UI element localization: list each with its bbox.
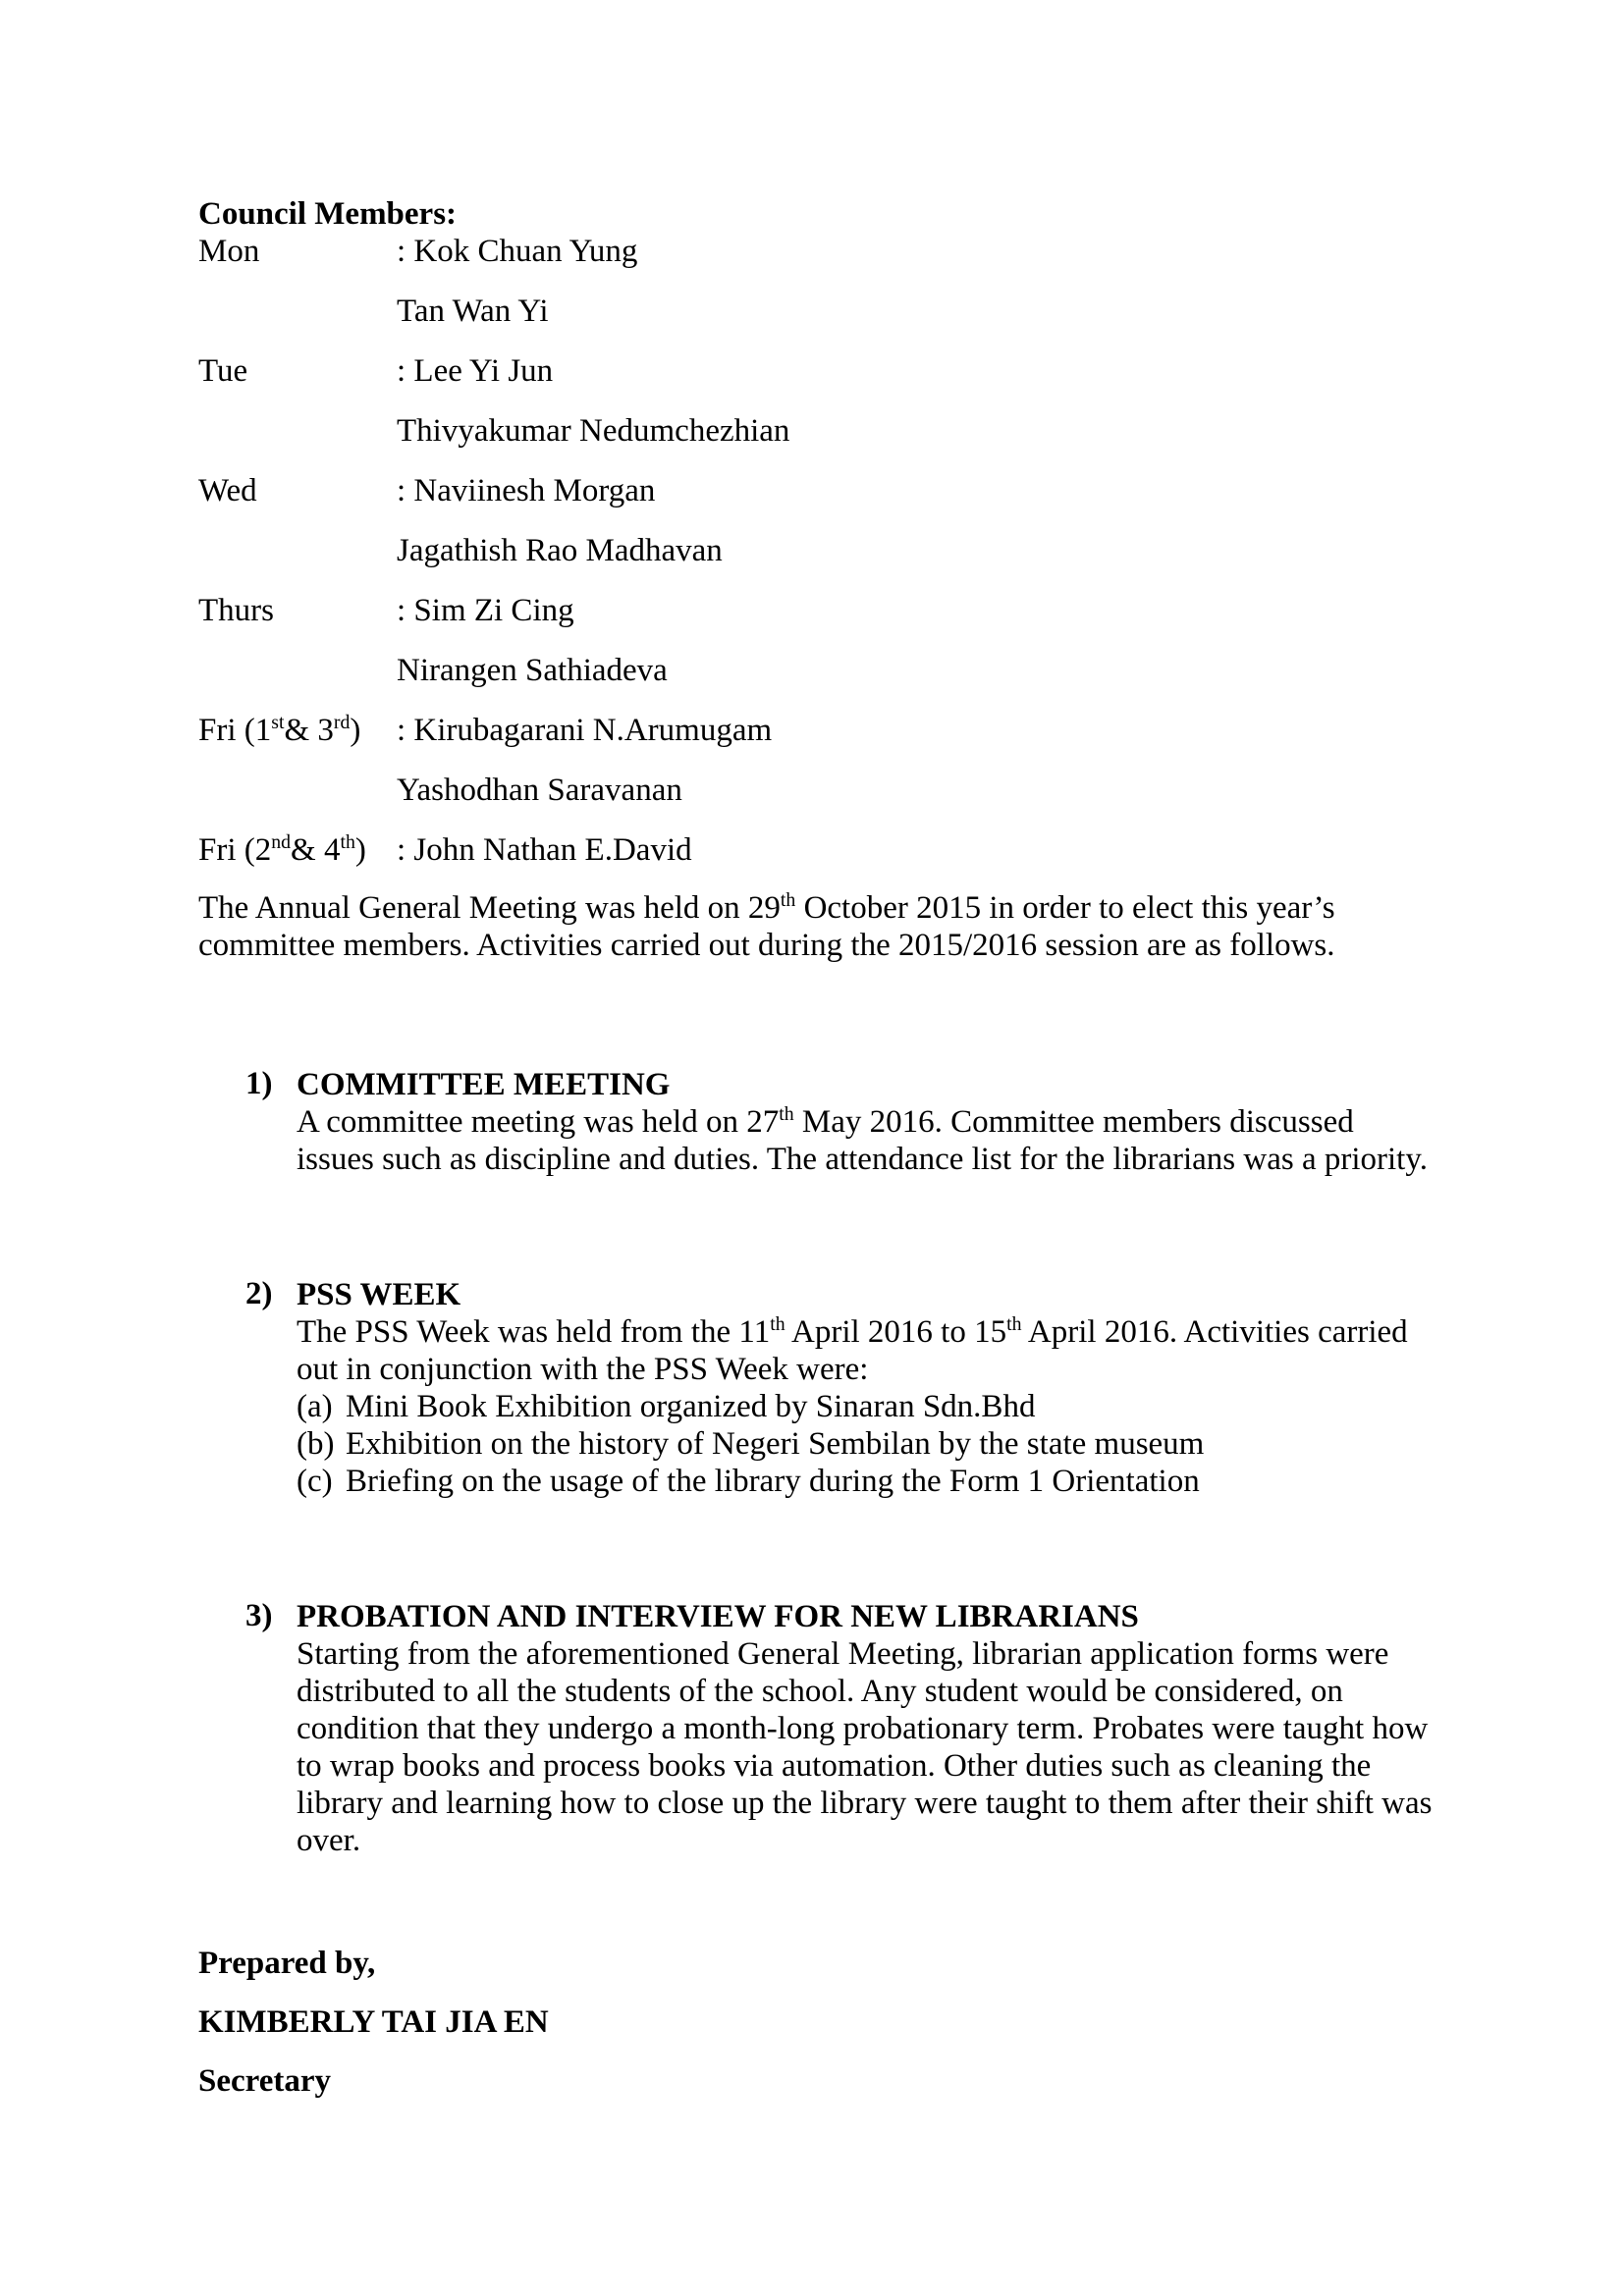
document-page [198, 192, 1435, 1859]
council-member-name: : Sim Zi Cing [397, 593, 574, 628]
list-item [297, 1463, 1435, 1500]
council-row [198, 709, 1435, 769]
council-day: Wed [198, 473, 257, 508]
council-member-name: : John Nathan E.David [397, 832, 692, 868]
section-title: PROBATION AND INTERVIEW FOR NEW LIBRARIANS [297, 1599, 1139, 1634]
list-item [297, 1388, 1435, 1425]
prepared-by-label: Prepared by, [198, 1946, 376, 1981]
council-row [198, 589, 1435, 649]
council-member-name: Jagathish Rao Madhavan [397, 533, 723, 568]
council-row [198, 349, 1435, 409]
section-probation-interview [198, 1598, 1435, 1859]
council-day: Fri (2nd& 4th) [198, 831, 366, 868]
section-body: A committee meeting was held on 27th May 2016. Committee members discussed issues such as discipline and duties. The attendance list for the librarians was a priority. [297, 1103, 1428, 1177]
list-item-label: (a) [297, 1389, 333, 1424]
list-item-text: Mini Book Exhibition organized by Sinaran Sdn.Bhd [346, 1389, 1036, 1424]
list-item [297, 1425, 1435, 1463]
section-title: COMMITTEE MEETING [297, 1067, 671, 1102]
council-row [198, 649, 1435, 709]
list-item-text: Exhibition on the history of Negeri Sembilan by the state museum [346, 1426, 1205, 1462]
preparer-title: Secretary [198, 2063, 331, 2099]
council-member-name: Tan Wan Yi [397, 294, 549, 329]
council-day: Thurs [198, 593, 274, 628]
section-number: 2) [245, 1276, 273, 1311]
council-day: Mon [198, 234, 260, 269]
list-item-text: Briefing on the usage of the library during the Form 1 Orientation [346, 1464, 1200, 1499]
list-item-label: (b) [297, 1426, 335, 1462]
intro-paragraph: The Annual General Meeting was held on 29th October 2015 in order to elect this year’s committee members. Activities carried out during the 2015/2016 session are as follows. [198, 889, 1335, 963]
section-body: Starting from the aforementioned General Meeting, librarian application forms were distributed to all the students of the school. Any student would be considered, on condition that they undergo a month-long probationary term. Probates were taught how to wrap books and process books via automation. Other duties such as cleaning the library and learning how to close up the library were taught to them after their shift was over. [297, 1636, 1433, 1858]
council-row [198, 828, 1435, 878]
section-body: The PSS Week was held from the 11th April 2016 to 15th April 2016. Activities carried out in conjunction with the PSS Week were: [297, 1313, 1408, 1387]
section-pss-week [198, 1276, 1435, 1500]
council-row [198, 469, 1435, 529]
council-member-name: : Kirubagarani N.Arumugam [397, 713, 773, 748]
council-row [198, 230, 1435, 290]
section-committee-meeting [198, 1066, 1435, 1178]
council-members-heading: Council Members: [198, 196, 458, 232]
council-member-name: Thivyakumar Nedumchezhian [397, 413, 790, 449]
council-row [198, 769, 1435, 828]
section-number: 3) [245, 1598, 273, 1633]
council-row [198, 529, 1435, 589]
list-item-label: (c) [297, 1464, 333, 1499]
council-member-name: Yashodhan Saravanan [397, 773, 682, 808]
council-members-list [198, 230, 1435, 878]
council-day: Fri (1st& 3rd) [198, 712, 361, 748]
council-row [198, 409, 1435, 469]
preparer-name: KIMBERLY TAI JIA EN [198, 2004, 549, 2040]
council-row [198, 290, 1435, 349]
council-member-name: : Kok Chuan Yung [397, 234, 638, 269]
council-member-name: : Naviinesh Morgan [397, 473, 656, 508]
section-title: PSS WEEK [297, 1277, 461, 1312]
council-member-name: Nirangen Sathiadeva [397, 653, 668, 688]
activity-list [297, 1388, 1435, 1500]
section-number: 1) [245, 1066, 273, 1101]
council-member-name: : Lee Yi Jun [397, 353, 554, 389]
council-day: Tue [198, 353, 248, 389]
